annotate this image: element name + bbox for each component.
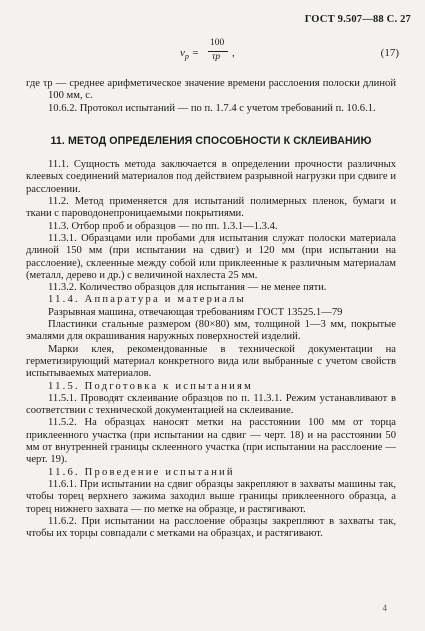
formula-lhs-sub: р <box>184 52 189 62</box>
paragraph-11-6-2: 11.6.2. При испытании на расслоение образцы закрепляют в захваты так, чтобы их торцы совпадали с метками на образцах, и растягивают. <box>26 515 396 540</box>
paragraph-11-4-a: Разрывная машина, отвечающая требованиям ГОСТ 13525.1—79 <box>48 306 343 318</box>
formula-17 <box>0 38 425 78</box>
formula-lhs <box>180 47 199 61</box>
paragraph-where: где τр — среднее арифметическое значение времени расслоения полоски длиной 100 мм, с. <box>26 78 396 102</box>
paragraph-11-4-c: Марки клея, рекомендованные в технической документации на герметизирующий материал конкретного вида или выбранные с учетом свойств испытываемых материалов. <box>26 343 396 380</box>
paragraph-10-6-2: 10.6.2. Протокол испытаний — по п. 1.7.4 с учетом требований п. 10.6.1. <box>48 102 376 114</box>
paragraph-11-3-1: 11.3.1. Образцами или пробами для испытания служат полоски материала длиной 150 мм (при испытании на сдвиг) и 120 мм (при испытании на расслоение), склеенные между собой или приклеенные к различным материалам (металл, дерево и др.) с величиной нахлеста 25 мм. <box>26 232 396 281</box>
subsection-11-6: 11.6. Проведение испытаний <box>48 466 235 478</box>
subsection-11-4: 11.4. Аппаратура и материалы <box>48 294 246 306</box>
subsection-11-5: 11.5. Подготовка к испытаниям <box>48 380 253 392</box>
paragraph-11-4-b: Пластинки стальные размером (80×80) мм, толщиной 1—3 мм, покрытые эмалями для окрашивания наружных поверхностей изделий. <box>26 319 396 343</box>
formula-eq: = <box>188 47 200 59</box>
formula-lhs-var: v <box>180 47 185 59</box>
document-body <box>26 78 396 540</box>
paragraph-11-3-2: 11.3.2. Количество образцов для испытания — не менее пяти. <box>48 282 327 294</box>
paragraph-11-6-1: 11.6.1. При испытании на сдвиг образцы закрепляют в захваты машины так, чтобы торец верхнего зажима заходил выше границы приклеенного образца, а торец нижнего захвата — по метке на образце, и растягивают. <box>26 478 396 515</box>
formula-denominator: τр <box>212 52 221 62</box>
page-mark: 4 <box>382 603 387 613</box>
section-heading: 11. МЕТОД ОПРЕДЕЛЕНИЯ СПОСОБНОСТИ К СКЛЕИВАНИЮ <box>50 134 372 147</box>
paragraph-11-5-2: 11.5.2. На образцах наносят метки на расстоянии 100 мм от торца приклеенного участка (при испытании на сдвиг — черт. 18) и на расстоянии 50 мм от внутренней границы склеенного участка (при испытании на расслоение — черт. 19). <box>26 417 396 466</box>
formula-numerator: 100 <box>210 38 225 48</box>
equation-number: (17) <box>380 47 399 59</box>
paragraph-11-3: 11.3. Отбор проб и образцов — по пп. 1.3.1—1.3.4. <box>48 220 278 232</box>
paragraph-11-1: 11.1. Сущность метода заключается в определении прочности различных клеевых соединений материалов под действием разрывной нагрузки при сдвиге и расслоении. <box>26 159 396 195</box>
paragraph-11-5-1: 11.5.1. Проводят склеивание образцов по п. 11.3.1. Режим устанавливают в соответствии с технической документацией на склеивание. <box>26 392 396 417</box>
running-header: ГОСТ 9.507—88 С. 27 <box>304 14 411 25</box>
formula-comma: , <box>232 47 235 59</box>
paragraph-11-2: 11.2. Метод применяется для испытаний полимерных пленок, бумаги и ткани с пароводонепроницаемыми покрытиями. <box>26 196 396 220</box>
